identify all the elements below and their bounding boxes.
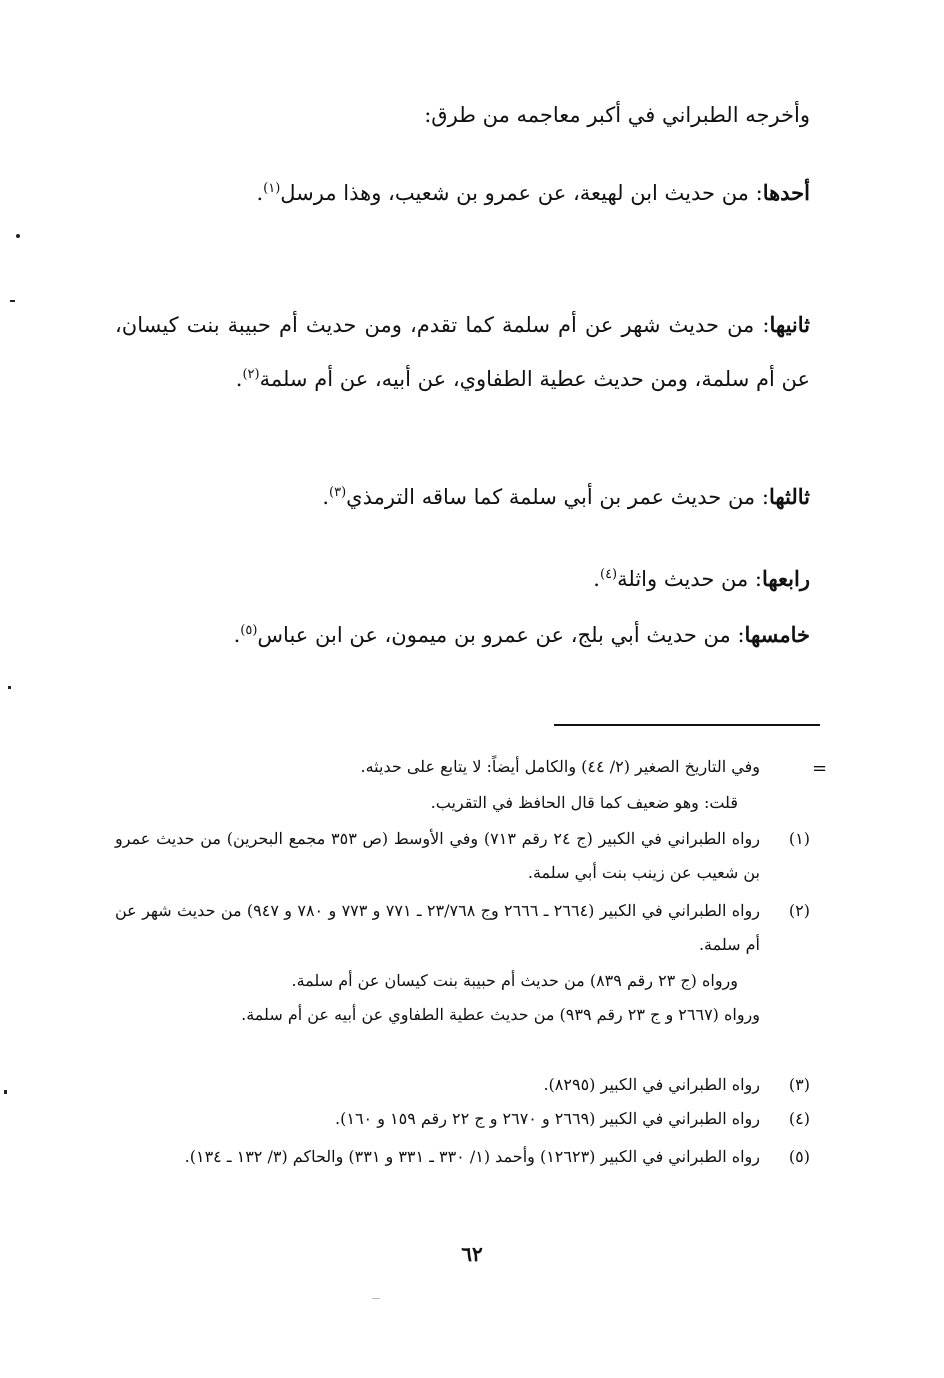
scan-speck	[372, 1298, 380, 1299]
footnote-ref: (٣)	[329, 485, 347, 500]
footnote-number: (٥)	[788, 1147, 810, 1166]
scan-speck	[4, 1090, 7, 1094]
item-end: .	[233, 623, 241, 647]
footnote-number: (٤)	[788, 1109, 810, 1128]
scan-speck	[8, 686, 11, 689]
item-text: : من حديث شهر عن أم سلمة كما تقدم، ومن حديث أم حبيبة بنت كيسان، عن أم سلمة، ومن حديث عطية الطفاوي، عن أبيه، عن أم سلمة	[115, 313, 810, 391]
footnote-separator	[554, 724, 820, 726]
item-text: : من حديث أبي بلج، عن عمرو بن ميمون، عن ابن عباس	[257, 623, 745, 647]
footnote-ref: (٤)	[599, 567, 618, 582]
footnote-continuation	[115, 750, 810, 784]
footnote-1	[115, 822, 810, 890]
paragraph-third	[115, 470, 810, 524]
item-end: .	[322, 485, 330, 509]
scan-speck	[10, 300, 15, 302]
page-number: ٦٢	[461, 1242, 483, 1266]
footnote-4	[115, 1102, 810, 1136]
intro-text: وأخرجه الطبراني في أكبر معاجمه من طرق:	[424, 103, 810, 127]
scan-speck	[16, 234, 20, 238]
footnote-ref: (٢)	[242, 367, 260, 382]
footnote-text: رواه الطبراني في الكبير (١٢٦٢٣) وأحمد (١/ ٣٣٠ ـ ٣٣١ و ٣٣١) والحاكم (٣/ ١٣٢ ـ ١٣٤).	[184, 1147, 760, 1166]
footnote-2-paragraph	[115, 964, 810, 998]
item-label: أحدها	[762, 180, 810, 205]
footnote-text: رواه الطبراني في الكبير (٨٢٩٥).	[543, 1075, 760, 1094]
footnote-number: (٢)	[788, 901, 810, 920]
item-text: : من حديث ابن لهيعة، عن عمرو بن شعيب، وهذا مرسل	[280, 181, 763, 205]
continuation-mark: =	[812, 758, 828, 779]
footnote-ref: (٥)	[240, 623, 258, 638]
footnote-text: وفي التاريخ الصغير (٢/ ٤٤) والكامل أيضاً: لا يتابع على حديثه.	[360, 757, 760, 776]
footnote-text: قلت: وهو ضعيف كما قال الحافظ في التقريب.	[430, 793, 738, 812]
item-label: ثالثها	[768, 484, 810, 509]
paragraph-first	[115, 166, 810, 220]
footnote-ref: (١)	[263, 181, 281, 196]
footnote-2	[115, 894, 810, 962]
paragraph-fifth	[115, 608, 810, 662]
footnote-number: (١)	[788, 829, 810, 848]
footnote-text: ورواه (٢٦٦٧ و ج ٢٣ رقم ٩٣٩) من حديث عطية الطفاوي عن أبيه عن أم سلمة.	[241, 1005, 760, 1024]
footnote-2-paragraph	[115, 998, 810, 1032]
footnote-text: رواه الطبراني في الكبير (٢٦٦٩ و ٢٦٧٠ و ج ٢٢ رقم ١٥٩ و ١٦٠).	[335, 1109, 760, 1128]
footnote-3	[115, 1068, 810, 1102]
footnote-5	[115, 1140, 810, 1174]
intro-paragraph	[115, 88, 810, 142]
footnote-text: ورواه (ج ٢٣ رقم ٨٣٩) من حديث أم حبيبة بنت كيسان عن أم سلمة.	[291, 971, 738, 990]
item-label: رابعها	[761, 566, 810, 591]
footnote-text: رواه الطبراني في الكبير (٢٦٦٤ ـ ٢٦٦٦ وج ٢٣/٧٦٨ ـ ٧٧١ و ٧٧٣ و ٧٨٠ و ٩٤٧) من حديث شهر عن أم سلمة.	[115, 901, 761, 954]
item-label: خامسها	[744, 622, 810, 647]
paragraph-fourth	[115, 552, 810, 606]
item-end: .	[593, 567, 600, 591]
item-label: ثانيها	[769, 312, 810, 337]
item-text: : من حديث واثلة	[617, 567, 762, 591]
item-end: .	[256, 181, 264, 205]
paragraph-second	[115, 298, 810, 406]
item-end: .	[235, 367, 243, 391]
item-text: : من حديث عمر بن أبي سلمة كما ساقه الترمذي	[346, 485, 769, 509]
footnote-continuation	[115, 786, 810, 820]
footnote-number: (٣)	[788, 1075, 810, 1094]
footnote-text: رواه الطبراني في الكبير (ج ٢٤ رقم ٧١٣) وفي الأوسط (ص ٣٥٣ مجمع البحرين) من حديث عمرو بن شعيب عن زينب بنت أبي سلمة.	[115, 829, 760, 882]
